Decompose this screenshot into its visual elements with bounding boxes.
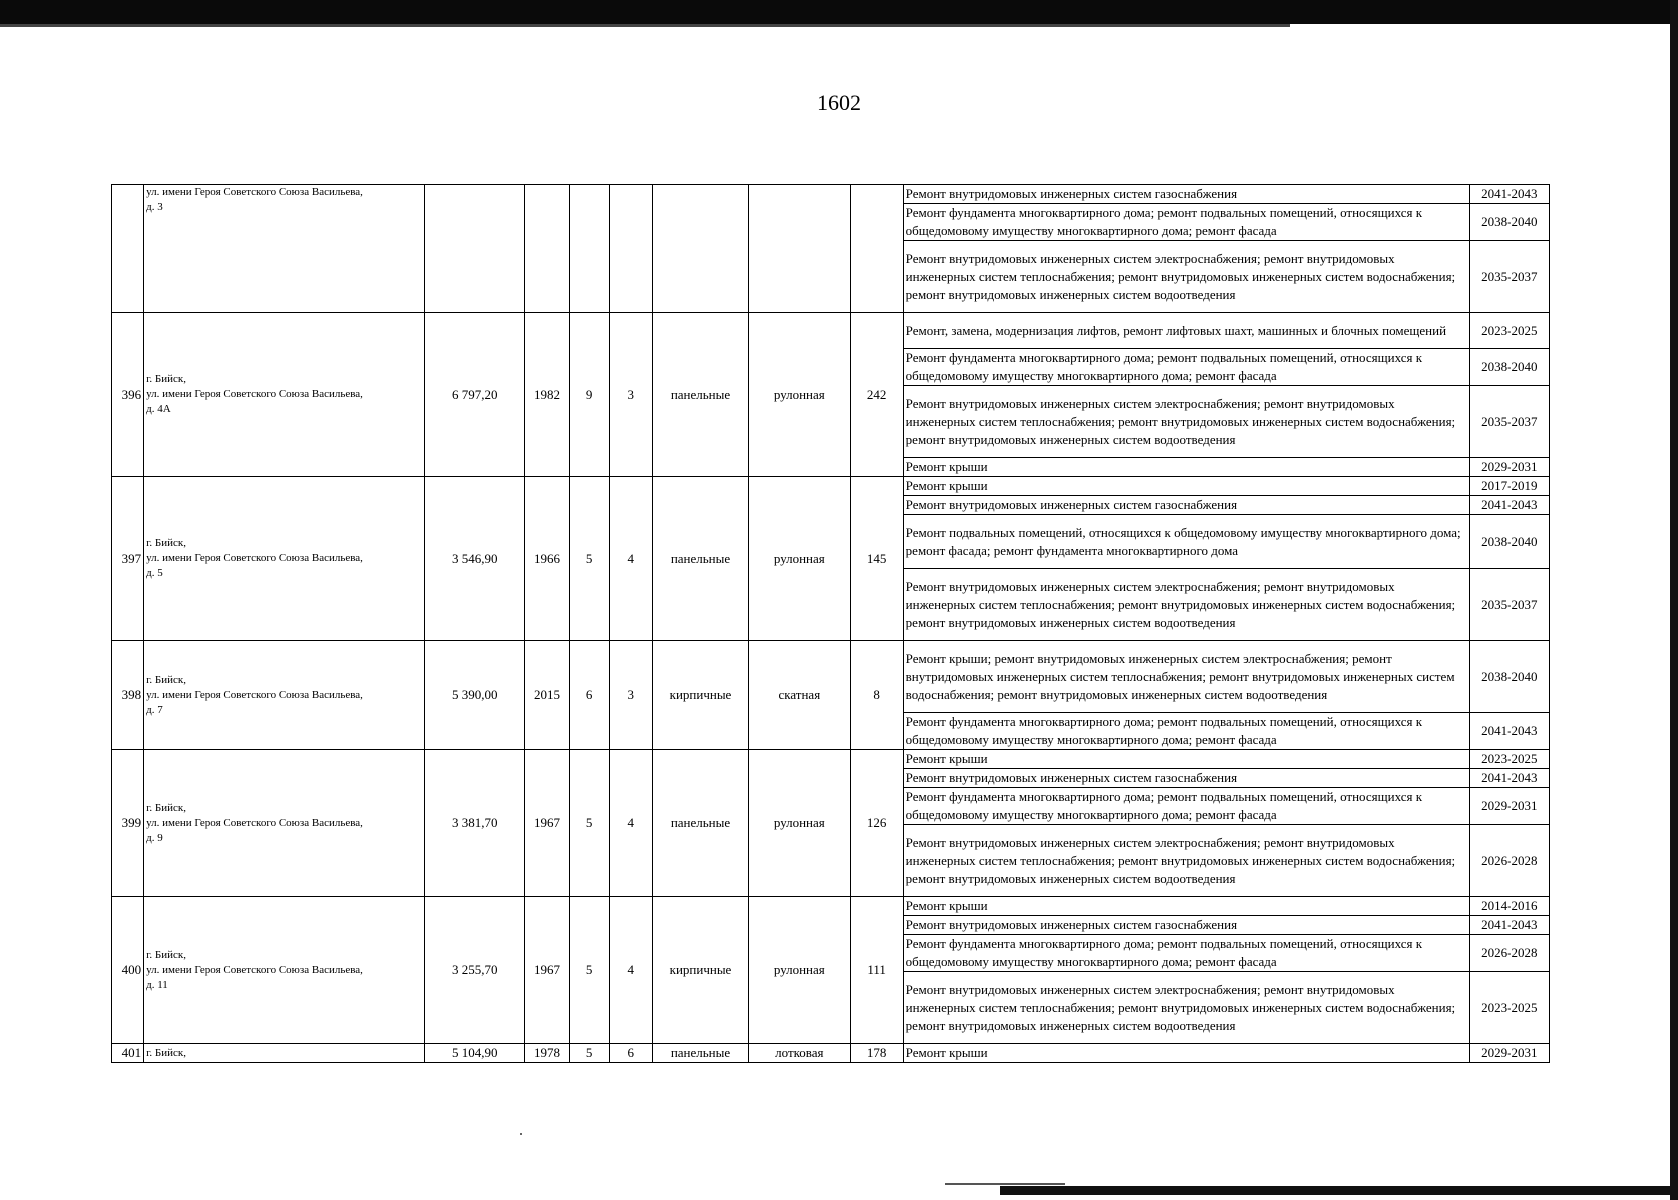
address-line: г. Бийск, xyxy=(146,948,186,961)
work-period-cell: 2041-2043 xyxy=(1469,185,1549,204)
roof-type-cell: рулонная xyxy=(749,897,850,1044)
building-row xyxy=(112,185,1550,204)
work-description-cell: Ремонт внутридомовых инженерных систем газоснабжения xyxy=(903,185,1469,204)
address-line: д. 4А xyxy=(146,403,171,415)
work-description-cell: Ремонт внутридомовых инженерных систем электроснабжения; ремонт внутридомовых инженерных систем теплоснабжения; ремонт внутридомовых инженерных систем водоснабжения; ремонт внутридомовых инженерных систем водоотведения xyxy=(903,972,1469,1044)
work-description-cell: Ремонт фундамента многоквартирного дома; ремонт подвальных помещений, относящихся к общедомовому имуществу многоквартирного дома; ремонт фасада xyxy=(903,713,1469,750)
work-description-cell: Ремонт крыши xyxy=(903,750,1469,769)
roof-type-cell: рулонная xyxy=(749,477,850,641)
work-description-cell: Ремонт внутридомовых инженерных систем газоснабжения xyxy=(903,496,1469,515)
address-cell xyxy=(144,1044,425,1063)
row-number-cell: 400 xyxy=(112,897,144,1044)
work-description-cell: Ремонт внутридомовых инженерных систем электроснабжения; ремонт внутридомовых инженерных систем теплоснабжения; ремонт внутридомовых инженерных систем водоснабжения; ремонт внутридомовых инженерных систем водоотведения xyxy=(903,241,1469,313)
wall-material-cell: панельные xyxy=(652,313,748,477)
roof-type-cell: рулонная xyxy=(749,750,850,897)
entrances-cell: 3 xyxy=(609,641,652,750)
floors-cell: 5 xyxy=(569,750,609,897)
work-period-cell: 2041-2043 xyxy=(1469,496,1549,515)
work-description-cell: Ремонт фундамента многоквартирного дома; ремонт подвальных помещений, относящихся к общедомовому имуществу многоквартирного дома; ремонт фасада xyxy=(903,935,1469,972)
year-cell: 2015 xyxy=(525,641,569,750)
work-period-cell: 2038-2040 xyxy=(1469,515,1549,569)
work-description-cell: Ремонт фундамента многоквартирного дома; ремонт подвальных помещений, относящихся к общедомовому имуществу многоквартирного дома; ремонт фасада xyxy=(903,788,1469,825)
area-cell: 5 104,90 xyxy=(425,1044,525,1063)
work-period-cell: 2014-2016 xyxy=(1469,897,1549,916)
wall-material-cell: панельные xyxy=(652,477,748,641)
work-period-cell: 2029-2031 xyxy=(1469,788,1549,825)
work-description-cell: Ремонт фундамента многоквартирного дома; ремонт подвальных помещений, относящихся к общедомовому имуществу многоквартирного дома; ремонт фасада xyxy=(903,204,1469,241)
address-cell xyxy=(144,897,425,1044)
work-period-cell: 2023-2025 xyxy=(1469,750,1549,769)
area-cell: 6 797,20 xyxy=(425,313,525,477)
row-number-cell: 398 xyxy=(112,641,144,750)
work-description-cell: Ремонт фундамента многоквартирного дома; ремонт подвальных помещений, относящихся к общедомовому имуществу многоквартирного дома; ремонт фасада xyxy=(903,349,1469,386)
entrances-cell: 6 xyxy=(609,1044,652,1063)
entrances-cell: 4 xyxy=(609,477,652,641)
work-period-cell: 2023-2025 xyxy=(1469,972,1549,1044)
work-period-cell: 2017-2019 xyxy=(1469,477,1549,496)
address-cell xyxy=(144,750,425,897)
work-period-cell: 2038-2040 xyxy=(1469,349,1549,386)
address-line: г. Бийск, xyxy=(146,1046,186,1059)
address-cell xyxy=(144,641,425,750)
residents-cell xyxy=(850,185,903,313)
entrances-cell: 3 xyxy=(609,313,652,477)
entrances-cell: 4 xyxy=(609,897,652,1044)
year-cell: 1982 xyxy=(525,313,569,477)
residents-cell: 111 xyxy=(850,897,903,1044)
work-period-cell: 2035-2037 xyxy=(1469,241,1549,313)
address-line: г. Бийск, xyxy=(146,373,186,385)
roof-type-cell: скатная xyxy=(749,641,850,750)
address-cell xyxy=(144,313,425,477)
wall-material-cell: панельные xyxy=(652,750,748,897)
area-cell: 3 546,90 xyxy=(425,477,525,641)
year-cell xyxy=(525,185,569,313)
wall-material-cell xyxy=(652,185,748,313)
floors-cell: 6 xyxy=(569,641,609,750)
work-period-cell: 2026-2028 xyxy=(1469,825,1549,897)
address-line: ул. имени Героя Советского Союза Васильева, xyxy=(146,388,363,400)
work-period-cell: 2023-2025 xyxy=(1469,313,1549,349)
floors-cell: 5 xyxy=(569,897,609,1044)
address-cell xyxy=(144,185,425,313)
address-line: ул. имени Героя Советского Союза Васильева, xyxy=(146,186,363,198)
work-period-cell: 2041-2043 xyxy=(1469,916,1549,935)
area-cell: 5 390,00 xyxy=(425,641,525,750)
building-row xyxy=(112,897,1550,916)
floors-cell: 9 xyxy=(569,313,609,477)
area-cell: 3 255,70 xyxy=(425,897,525,1044)
area-cell: 3 381,70 xyxy=(425,750,525,897)
building-row xyxy=(112,313,1550,349)
table-body xyxy=(112,185,1550,1063)
scan-edge-right xyxy=(1670,0,1678,1200)
address-line: г. Бийск, xyxy=(146,673,186,686)
work-description-cell: Ремонт крыши; ремонт внутридомовых инженерных систем электроснабжения; ремонт внутридомовых инженерных систем теплоснабжения; ремонт внутридомовых инженерных систем водоснабжения; ремонт внутридомовых инженерных систем водоотведения xyxy=(903,641,1469,713)
scan-edge-top xyxy=(0,0,1678,24)
work-description-cell: Ремонт, замена, модернизация лифтов, ремонт лифтовых шахт, машинных и блочных помещений xyxy=(903,313,1469,349)
address-line: д. 7 xyxy=(146,703,163,716)
scan-edge-top-thin xyxy=(0,24,1290,27)
work-description-cell: Ремонт подвальных помещений, относящихся к общедомовому имуществу многоквартирного дома; ремонт фасада; ремонт фундамента многоквартирного дома xyxy=(903,515,1469,569)
building-row xyxy=(112,477,1550,496)
address-line: ул. имени Героя Советского Союза Васильева, xyxy=(146,963,363,976)
residents-cell: 126 xyxy=(850,750,903,897)
work-description-cell: Ремонт крыши xyxy=(903,458,1469,477)
address-line: ул. имени Героя Советского Союза Васильева, xyxy=(146,688,363,701)
page-number: 1602 xyxy=(817,90,861,115)
address-line: д. 5 xyxy=(146,567,163,579)
roof-type-cell xyxy=(749,185,850,313)
area-cell xyxy=(425,185,525,313)
roof-type-cell: лотковая xyxy=(749,1044,850,1063)
work-description-cell: Ремонт крыши xyxy=(903,477,1469,496)
work-description-cell: Ремонт внутридомовых инженерных систем электроснабжения; ремонт внутридомовых инженерных систем теплоснабжения; ремонт внутридомовых инженерных систем водоснабжения; ремонт внутридомовых инженерных систем водоотведения xyxy=(903,825,1469,897)
work-description-cell: Ремонт крыши xyxy=(903,897,1469,916)
floors-cell xyxy=(569,185,609,313)
address-line: ул. имени Героя Советского Союза Васильева, xyxy=(146,816,363,829)
work-period-cell: 2038-2040 xyxy=(1469,204,1549,241)
work-period-cell: 2029-2031 xyxy=(1469,458,1549,477)
residents-cell: 145 xyxy=(850,477,903,641)
row-number-cell xyxy=(112,185,144,313)
year-cell: 1967 xyxy=(525,897,569,1044)
work-period-cell: 2041-2043 xyxy=(1469,769,1549,788)
work-description-cell: Ремонт внутридомовых инженерных систем газоснабжения xyxy=(903,916,1469,935)
row-number-cell: 396 xyxy=(112,313,144,477)
address-line: д. 3 xyxy=(146,201,163,213)
work-period-cell: 2041-2043 xyxy=(1469,713,1549,750)
work-period-cell: 2035-2037 xyxy=(1469,386,1549,458)
work-description-cell: Ремонт внутридомовых инженерных систем газоснабжения xyxy=(903,769,1469,788)
row-number-cell: 397 xyxy=(112,477,144,641)
work-description-cell: Ремонт внутридомовых инженерных систем электроснабжения; ремонт внутридомовых инженерных систем теплоснабжения; ремонт внутридомовых инженерных систем водоснабжения; ремонт внутридомовых инженерных систем водоотведения xyxy=(903,386,1469,458)
entrances-cell: 4 xyxy=(609,750,652,897)
entrances-cell xyxy=(609,185,652,313)
address-cell xyxy=(144,477,425,641)
residents-cell: 178 xyxy=(850,1044,903,1063)
work-period-cell: 2029-2031 xyxy=(1469,1044,1549,1063)
building-row xyxy=(112,1044,1550,1063)
scan-edge-bottom-thin xyxy=(945,1183,1065,1185)
address-line: д. 11 xyxy=(146,978,168,991)
row-number-cell: 401 xyxy=(112,1044,144,1063)
year-cell: 1978 xyxy=(525,1044,569,1063)
roof-type-cell: рулонная xyxy=(749,313,850,477)
capital-repair-table xyxy=(111,184,1550,1063)
wall-material-cell: кирпичные xyxy=(652,897,748,1044)
scan-edge-bottom xyxy=(1000,1186,1670,1195)
work-description-cell: Ремонт внутридомовых инженерных систем электроснабжения; ремонт внутридомовых инженерных систем теплоснабжения; ремонт внутридомовых инженерных систем водоснабжения; ремонт внутридомовых инженерных систем водоотведения xyxy=(903,569,1469,641)
address-line: ул. имени Героя Советского Союза Васильева, xyxy=(146,552,363,564)
year-cell: 1967 xyxy=(525,750,569,897)
building-row xyxy=(112,750,1550,769)
year-cell: 1966 xyxy=(525,477,569,641)
floors-cell: 5 xyxy=(569,1044,609,1063)
wall-material-cell: кирпичные xyxy=(652,641,748,750)
row-number-cell: 399 xyxy=(112,750,144,897)
address-line: г. Бийск, xyxy=(146,801,186,814)
work-period-cell: 2026-2028 xyxy=(1469,935,1549,972)
address-line: д. 9 xyxy=(146,831,163,844)
scan-speck xyxy=(520,1133,522,1135)
residents-cell: 242 xyxy=(850,313,903,477)
work-period-cell: 2035-2037 xyxy=(1469,569,1549,641)
wall-material-cell: панельные xyxy=(652,1044,748,1063)
address-line: г. Бийск, xyxy=(146,537,186,549)
work-description-cell: Ремонт крыши xyxy=(903,1044,1469,1063)
residents-cell: 8 xyxy=(850,641,903,750)
floors-cell: 5 xyxy=(569,477,609,641)
work-period-cell: 2038-2040 xyxy=(1469,641,1549,713)
building-row xyxy=(112,641,1550,713)
